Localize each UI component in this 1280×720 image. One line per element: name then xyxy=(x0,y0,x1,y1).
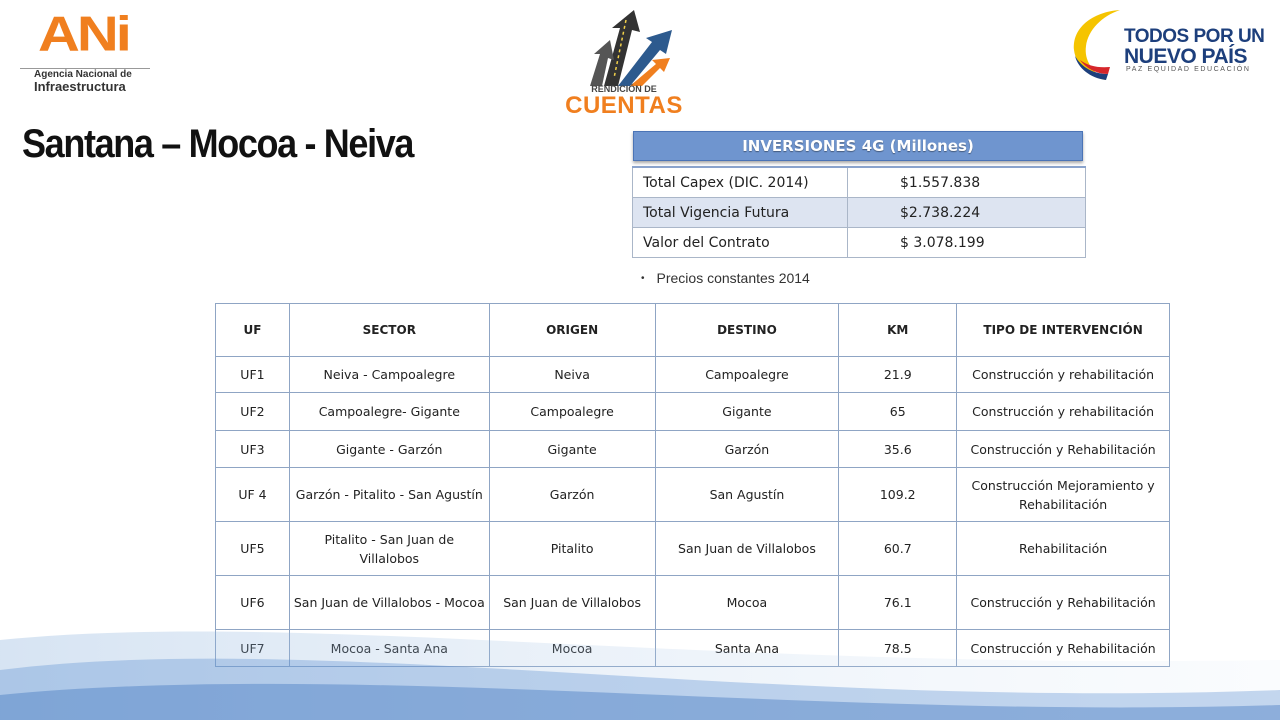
table-row xyxy=(216,431,1170,468)
ani-logo xyxy=(18,8,150,94)
table-cell: San Agustín xyxy=(655,468,839,522)
table-cell: Mocoa - Santa Ana xyxy=(289,630,489,667)
todos-tagline: PAZ EQUIDAD EDUCACIÓN xyxy=(1126,66,1251,73)
table-row xyxy=(216,522,1170,576)
investment-value: $2.738.224 xyxy=(848,198,1086,228)
ani-logo-line2: Infraestructura xyxy=(34,79,126,94)
table-cell: UF1 xyxy=(216,357,290,393)
page-title: Santana – Mocoa - Neiva xyxy=(22,122,414,166)
table-cell: 60.7 xyxy=(839,522,957,576)
investment-row xyxy=(633,167,1086,198)
ani-logo-word: ANi xyxy=(38,6,129,62)
table-row xyxy=(216,468,1170,522)
table-cell: UF 4 xyxy=(216,468,290,522)
table-cell: 21.9 xyxy=(839,357,957,393)
price-note xyxy=(641,270,810,286)
table-cell: UF2 xyxy=(216,393,290,431)
table-cell: Garzón xyxy=(489,468,655,522)
investment-label: Total Capex (DIC. 2014) xyxy=(633,167,848,198)
table-cell: Mocoa xyxy=(655,576,839,630)
investment-value: $1.557.838 xyxy=(848,167,1086,198)
table-cell: UF7 xyxy=(216,630,290,667)
table-cell: Construcción Mejoramiento y Rehabilitación xyxy=(957,468,1170,522)
todos-line1: TODOS POR UN xyxy=(1124,26,1265,47)
decorative-wave xyxy=(0,600,1280,720)
table-cell: 35.6 xyxy=(839,431,957,468)
todos-por-un-nuevo-pais-logo xyxy=(1062,4,1265,84)
table-cell: San Juan de Villalobos - Mocoa xyxy=(289,576,489,630)
table-cell: Gigante xyxy=(489,431,655,468)
table-cell: Santa Ana xyxy=(655,630,839,667)
column-header: ORIGEN xyxy=(489,304,655,357)
table-row xyxy=(216,357,1170,393)
table-cell: Construcción y rehabilitación xyxy=(957,357,1170,393)
investment-label: Total Vigencia Futura xyxy=(633,198,848,228)
table-cell: Neiva xyxy=(489,357,655,393)
rendicion-line1: RENDICIÓN DE xyxy=(591,84,657,94)
investment-row xyxy=(633,198,1086,228)
rendicion-line2: CUENTAS xyxy=(565,92,683,119)
table-cell: Garzón xyxy=(655,431,839,468)
table-cell: Gigante - Garzón xyxy=(289,431,489,468)
table-cell: 109.2 xyxy=(839,468,957,522)
column-header: KM xyxy=(839,304,957,357)
table-cell: San Juan de Villalobos xyxy=(489,576,655,630)
column-header: DESTINO xyxy=(655,304,839,357)
investments-header xyxy=(630,129,1086,163)
tricolor-swoosh-icon xyxy=(1062,4,1132,84)
price-note-text: Precios constantes 2014 xyxy=(656,270,810,286)
table-cell: Mocoa xyxy=(489,630,655,667)
table-cell: UF6 xyxy=(216,576,290,630)
investment-row xyxy=(633,228,1086,258)
road-arrows-icon xyxy=(560,8,690,88)
rendicion-cuentas-logo xyxy=(560,8,690,119)
table-header-row xyxy=(216,304,1170,357)
table-row xyxy=(216,393,1170,431)
table-cell: Pitalito xyxy=(489,522,655,576)
table-cell: Construcción y Rehabilitación xyxy=(957,630,1170,667)
investments-header-label: INVERSIONES 4G (Millones) xyxy=(633,131,1083,161)
table-cell: Neiva - Campoalegre xyxy=(289,357,489,393)
investment-value: $ 3.078.199 xyxy=(848,228,1086,258)
ani-logo-subtitle xyxy=(20,68,150,94)
table-cell: Construcción y Rehabilitación xyxy=(957,576,1170,630)
table-cell: UF3 xyxy=(216,431,290,468)
table-cell: Campoalegre- Gigante xyxy=(289,393,489,431)
investment-label: Valor del Contrato xyxy=(633,228,848,258)
table-cell: Pitalito - San Juan de Villalobos xyxy=(289,522,489,576)
column-header: SECTOR xyxy=(289,304,489,357)
table-cell: San Juan de Villalobos xyxy=(655,522,839,576)
table-cell: 65 xyxy=(839,393,957,431)
column-header: TIPO DE INTERVENCIÓN xyxy=(957,304,1170,357)
table-cell: 76.1 xyxy=(839,576,957,630)
table-cell: Garzón - Pitalito - San Agustín xyxy=(289,468,489,522)
table-cell: Campoalegre xyxy=(655,357,839,393)
table-cell: Gigante xyxy=(655,393,839,431)
column-header: UF xyxy=(216,304,290,357)
table-cell: UF5 xyxy=(216,522,290,576)
bullet-icon: • xyxy=(641,273,645,284)
investments-table xyxy=(632,166,1086,258)
table-cell: Construcción y Rehabilitación xyxy=(957,431,1170,468)
table-cell: Construcción y rehabilitación xyxy=(957,393,1170,431)
table-cell: 78.5 xyxy=(839,630,957,667)
table-cell: Rehabilitación xyxy=(957,522,1170,576)
ani-logo-line1: Agencia Nacional de xyxy=(34,69,132,80)
todos-line2: NUEVO PAÍS xyxy=(1124,45,1247,68)
table-cell: Campoalegre xyxy=(489,393,655,431)
